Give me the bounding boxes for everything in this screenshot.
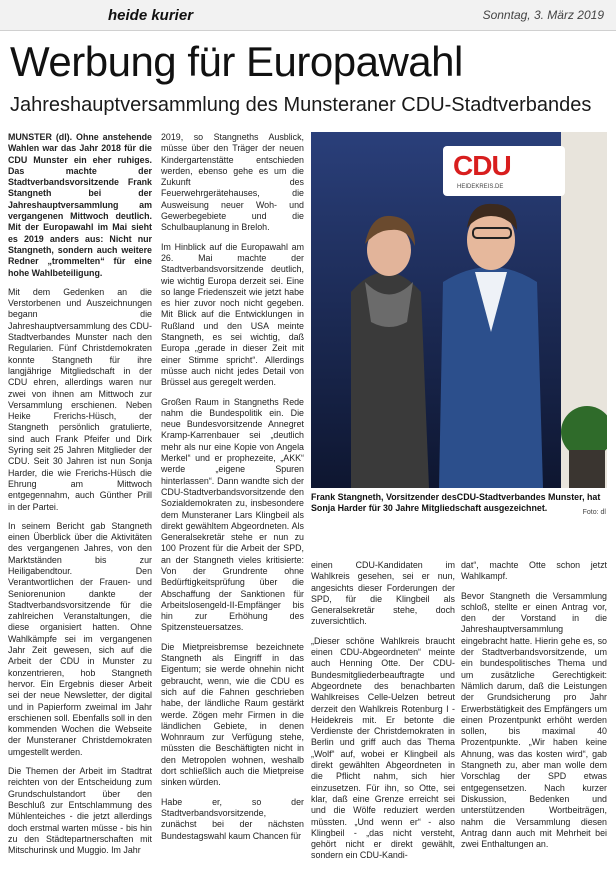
paragraph: Die Themen der Arbeit im Stadtrat reichten von der Entscheidung zum Grundschulstandort über den Beschluß zur Entschlammung des Mühlenteiches - die jetzt allerdings doch erstmal warten müsse - bis hin zu den Städtepartnerschaften mit Mitschurinsk und Muggio. Im Jahr	[8, 766, 152, 856]
paragraph: Großen Raum in Stangneths Rede nahm die Bundespolitik ein. Die neue Bundesvorsitzende Annegret Kramp-Karrenbauer sei „deutlich mehr als nur eine Kopie von Angela Merkel“ und er prophezeite, „AKK“ werde „eigene Spuren hinterlassen“. Dann wandte sich der CDU-Stadtverbandsvorsitzende den Sozialdemokraten zu, insbesondere dem Munsteraner Lars Klingbeil als direkt gewähltem Abgeordneten. Als Generalsekretär stehe er nun zu 100 Prozent für die Arbeit der SPD, an der Stangneth vieles kritisierte: Von der Grundrente ohne Bedürftigkeitsprüfung über die Abschaffung der Sanktionen für Arbeitslosengeld-II-Empfänger bis hin zur Erhöhung des Spitzensteuersatzes.	[161, 396, 304, 633]
paragraph: Mit dem Gedenken an die Verstorbenen und Auszeichnungen begann die Jahreshauptversammlung des CDU-Stadtverbandes Munster nach den Regularien. Fünf Christdemokraten konnte Stangneth für ihre langjährige Mitgliedschaft in der CDU ehren, allerdings waren nur zwei von ihnen am Mittwoch zur Versammlung erschienen. Neben Heike Frerichs-Hüsch, der Stangneth persönlich gratulierte, sind auch Frank Pfeifer und Dirk Syring seit 25 Jahren Mitglieder der CDU. Seit 30 Jahren ist nun Sonja Harder, die wie Frerichs-Hüsch die Ehrung am Mittwoch entgegennahm, auch Günther Prill in der Partei.	[8, 286, 152, 512]
paragraph: In seinem Bericht gab Stangneth einen Überblick über die Aktivitäten des vergangenen Jahres, von den Marktständen bis zur Heiligabendtour. Den Verantwortlichen der Frauen- und Seniorenunion dankte der Stadtverbandsvorsitzende für die zahlreichen Veranstaltungen, die diese organisiert hatten. Ohne Wahlkämpfe sei im vergangenen Jahr Zeit gewesen, sich auf die Arbeit der CDU in Munster zu konzentrieren, hob Stangneth hervor. Ein Ergebnis dieser Arbeit sei der neue Newsletter, der digital und in Papierform zweimal im Jahr erschienen soll. Ebenfalls soll in den kommenden Wochen die Webseite der Munsteraner Christdemokraten umgestellt werden.	[8, 520, 152, 757]
headline: Werbung für Europawahl	[10, 38, 463, 85]
cdu-sign-url: HEIDEKREIS.DE	[457, 184, 504, 190]
masthead	[0, 0, 616, 31]
article-column-4	[461, 560, 607, 858]
paragraph: Habe er, so der Stadtverbandsvorsitzende, zunächst bei der nächsten Bundestagswahl kaum Chancen für	[161, 796, 304, 841]
paragraph: Bevor Stangneth die Versammlung schloß, stellte er einen Antrag vor, den der Vorstand in die Jahreshauptversammlung eingebracht hatte. Hierin gehe es, so der Stadtverbandsvorsitzende, um ein bundespolitisches Thema und um zusätzliche Gerechtigkeit: Nämlich darum, daß die Leistungen der Grundsicherung pro Jahr Erwerbstätigkeit des Empfängers um einen Prozentpunkt erhöht werden sollen, bis maximal 40 Prozentpunkte. „Wir haben keine Ahnung, was das kosten wird“, gab Stangneth zu, aber man wolle dem Vorschlag der SPD etwas entgegensetzen. Nach kurzer Diskussion, Bedenken und unterstützenden Wortbeiträgen, nahm die Versammlung diesen Antrag dann auch mit Mehrheit bei zwei Enthaltungen an.	[461, 590, 607, 850]
article-column-2	[161, 132, 304, 850]
article-column-1	[8, 132, 152, 864]
paragraph: dat“, machte Otte schon jetzt Wahlkampf.	[461, 560, 607, 582]
paragraph: „Dieser schöne Wahlkreis braucht einen CDU-Abgeordneten“ meinte auch Henning Otte. Der CDU-Bundesmitgliederbeauftragte und Abgeordnete des benachbarten Wahlkreises Celle-Uelzen betreut derzeit den Wahlkreis Rotenburg I - Heidekreis mit. Er betonte die Verdienste der Christdemokraten in Berlin und griff auch das Thema „Wolf“ auf, wobei er Klingbeil als direkt gewählten Abgeordneten in die Pflicht nahm, sich hier einzusetzen. Für ihn, so Otte, sei klar, daß eine Grenze erreicht sei und die Wölfe reduziert werden müssten. „Und wenn er“ - also Klingbeil - „das nicht versteht, gehört nicht er direkt gewählt, sondern ein CDU-Kandi-	[311, 635, 455, 861]
photo-caption: Frank Stangneth, Vorsitzender desCDU-Stadtverbandes Munster, hat Sonja Harder für 30 Jahre Mitgliedschaft ausgezeichnet.	[311, 492, 601, 513]
article-photo	[311, 132, 607, 488]
newspaper-brand: heide kurier	[108, 7, 194, 24]
article-column-3	[311, 560, 455, 870]
paragraph: 2019, so Stangneths Ausblick, müsse über den Träger der neuen Kindergartenstätte entschieden werden, ebenso gehe es um die Zukunft des Feuerwehrgerätehauses, die Ausweisung neuer Woh- und Gewerbegebiete und die Schulbauplanung in Breloh.	[161, 132, 304, 233]
issue-date: Sonntag, 3. März 2019	[482, 8, 604, 22]
paragraph: Die Mietpreisbremse bezeichnete Stangneth als Eingriff in das Eigentum; sie werde ohnehin nicht gebraucht, wenn, wie die CDU es sich auf die Fahnen geschrieben habe, der ländliche Raum gestärkt werde. Zögen mehr Firmen in die ländlichen Gebiete, in denen Wohnraum zur Verfügung stehe, müssten die Beschäftigten nicht in den Metropolen wohnen, weshalb dort schließlich auch die Mietpreise sinken würden.	[161, 641, 304, 788]
cdu-logo-text: CDU	[453, 150, 511, 181]
cdu-sign	[443, 146, 565, 196]
lead-paragraph: MUNSTER (dl). Ohne anstehende Wahlen war das Jahr 2018 für die CDU Munster ein eher ruhiges. Das machte der Stadtverbandsvorsitzende Frank Stangneth bei der Jahreshauptversammlung am vergangenen Mittwoch deutlich. Mit der Europawahl im Mai sieht es 2019 anders aus: Nicht nur Stangneth, sondern auch weitere Redner „trommelten“ für eine hohe Wahlbeteiligung.	[8, 132, 152, 278]
subheadline: Jahreshauptversammlung des Munsteraner CDU-Stadtverbandes	[10, 94, 592, 116]
paragraph: einen CDU-Kandidaten im Wahlkreis gesehen, sei er nun, angesichts dieser Forderungen der SPD, für die Klingbeil als Generalsekretär stehe, doch zuversichtlich.	[311, 560, 455, 627]
photo-credit: Foto: dl	[582, 509, 606, 516]
paragraph: Im Hinblick auf die Europawahl am 26. Mai machte der Stadtverbandsvorsitzende deutlich, wie wichtig Europa derzeit sei. Eine so lange Friedenszeit wie jetzt habe es hier zuvor noch nicht gegeben. Mit Blick auf die Entwicklungen in Rußland und den USA meinte Stangneth, es sei wichtig, daß Europa „gerade in dieser Zeit mit einer Stimme spricht“. Allerdings müsse auch nicht jedes Detail von Brüssel aus geregelt werden.	[161, 241, 304, 388]
